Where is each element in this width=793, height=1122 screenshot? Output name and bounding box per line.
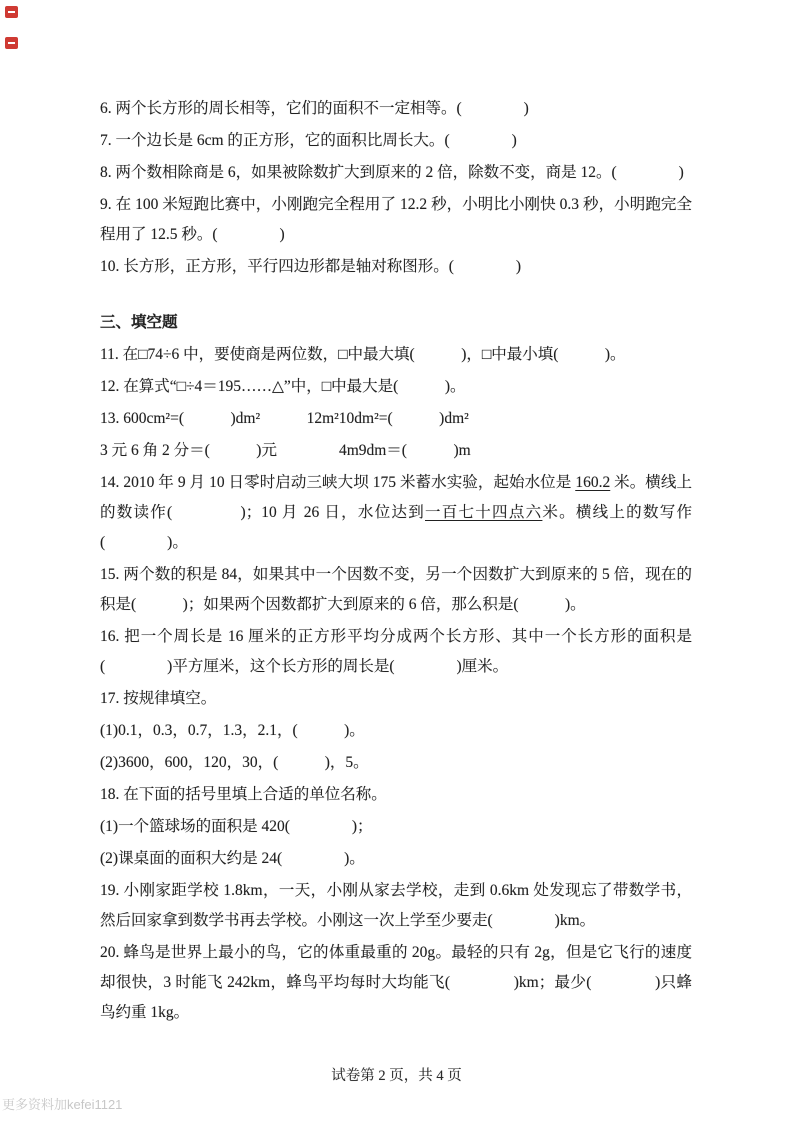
question-18: 18. 在下面的括号里填上合适的单位名称。 [100, 786, 387, 803]
question-17-sub-1: (1)0.1，0.3，0.7，1.3，2.1，( )。 [100, 722, 365, 739]
question-11: 11. 在□74÷6 中，要使商是两位数，□中最大填( )，□中最小填( )。 [100, 346, 626, 363]
question-10: 10. 长方形，正方形，平行四边形都是轴对称图形。( ) [100, 258, 522, 275]
question-19: 19. 小刚家距学校 1.8km，一天，小刚从家去学校，走到 0.6km 处发现忘了带数学书，然后回家拿到数学书再去学校。小刚这一次上学至少要走( )km。 [100, 882, 692, 929]
question-6: 6. 两个长方形的周长相等，它们的面积不一定相等。( ) [100, 100, 529, 117]
question-17: 17. 按规律填空。 [100, 690, 217, 707]
question-13-line-1: 13. 600cm²=( )dm² 12m²10dm²=( )dm² [100, 410, 469, 427]
question-14-text-3: 米。横线上的数写作( )。 [100, 504, 692, 551]
exam-content [100, 94, 692, 1030]
question-14 [100, 468, 692, 558]
question-20: 20. 蜂鸟是世界上最小的鸟，它的体重最重的 20g。最轻的只有 2g，但是它飞行的速度却很快，3 时能飞 242km，蜂鸟平均每时大均能飞( )km；最少( )只蜂鸟约重 1kg。 [100, 944, 692, 1021]
question-16: 16. 把一个周长是 16 厘米的正方形平均分成两个长方形、其中一个长方形的面积是( )平方厘米，这个长方形的周长是( )厘米。 [100, 628, 692, 675]
question-15: 15. 两个数的积是 84，如果其中一个因数不变，另一个因数扩大到原来的 5 倍，现在的积是( )；如果两个因数都扩大到原来的 6 倍，那么积是( )。 [100, 566, 692, 613]
question-17-sub-2: (2)3600，600，120，30，( )，5。 [100, 754, 369, 771]
question-14-text-1: 14. 2010 年 9 月 10 日零时启动三峡大坝 175 米蓄水实验，起始水位是 [100, 474, 576, 491]
watermark-text: 更多资料加kefei1121 [2, 1097, 123, 1112]
question-8: 8. 两个数相除商是 6，如果被除数扩大到原来的 2 倍，除数不变，商是 12。( ) [100, 164, 684, 181]
question-18-sub-2: (2)课桌面的面积大约是 24( )。 [100, 850, 365, 867]
question-13-line-2: 3 元 6 角 2 分＝( )元 4m9dm＝( )m [100, 442, 471, 459]
question-14-underlined-chinese-number: 一百七十四点六 [425, 504, 543, 521]
question-9: 9. 在 100 米短跑比赛中，小刚跑完全程用了 12.2 秒，小明比小刚快 0.3 秒，小明跑完全程用了 12.5 秒。( ) [100, 196, 692, 243]
red-stamp-icon-top [5, 6, 18, 18]
page-number-footer: 试卷第 2 页，共 4 页 [331, 1068, 462, 1084]
section-heading-fill-in-blanks: 三、填空题 [100, 314, 178, 331]
red-stamp-icon-bottom [5, 37, 18, 49]
question-14-text-2: 米。横线上的数读作( )；10 月 26 日，水位达到 [100, 474, 692, 521]
question-7: 7. 一个边长是 6cm 的正方形，它的面积比周长大。( ) [100, 132, 517, 149]
question-12: 12. 在算式“□÷4＝195……△”中，□中最大是( )。 [100, 378, 466, 395]
question-14-underlined-number: 160.2 [575, 474, 611, 491]
question-18-sub-1: (1)一个篮球场的面积是 420( )； [100, 818, 373, 835]
